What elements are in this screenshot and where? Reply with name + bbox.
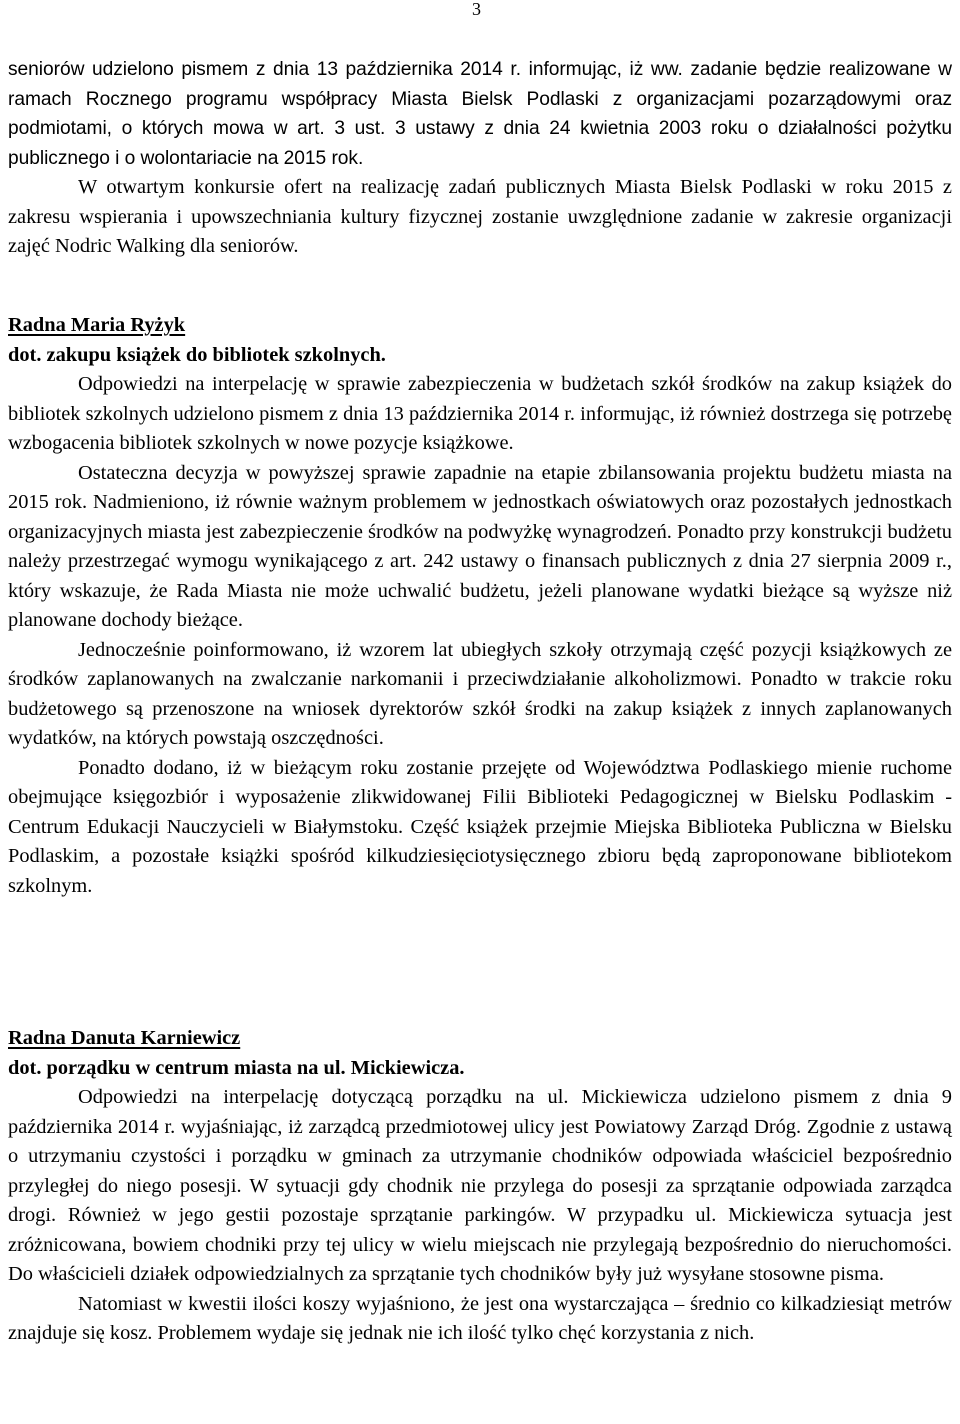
page-number: 3 bbox=[472, 0, 481, 19]
section-paragraph: Natomiast w kwestii ilości koszy wyjaśniono, że jest ona wystarczająca – średnio co kilkadziesiąt metrów znajduje się kosz. Problemem wydaje się jednak nie ich ilość tylko chęć korzystania z nich. bbox=[8, 1292, 952, 1344]
councillor-name: Radna Danuta Karniewicz bbox=[8, 1027, 241, 1049]
interpellation-topic: dot. porządku w centrum miasta na ul. Mickiewicza. bbox=[8, 1056, 465, 1079]
section-maria-ryzyk bbox=[8, 311, 952, 901]
intro-paragraph-1: seniorów udzielono pismem z dnia 13 października 2014 r. informując, iż ww. zadanie będzie realizowane w ramach Rocznego programu współpracy Miasta Bielsk Podlaski z organizacjami pozarządowymi oraz podmiotami, o których mowa w art. 3 ust. 3 ustawy z dnia 24 kwietnia 2003 roku o działalności pożytku publicznego i o wolontariacie na 2015 rok. bbox=[8, 59, 952, 169]
councillor-name: Radna Maria Ryżyk bbox=[8, 314, 186, 336]
section-paragraph: Jednocześnie poinformowano, iż wzorem lat ubiegłych szkoły otrzymają część pozycji książkowych ze środków zaplanowanych na zwalczanie narkomanii i przeciwdziałanie alkoholizmowi. Ponadto w trakcie roku budżetowego są przenoszone na wniosek dyrektorów szkół środki na zakup książek z innych zaplanowanych wydatków, na których powstają oszczędności. bbox=[8, 638, 952, 749]
section-paragraph: Ostateczna decyzja w powyższej sprawie zapadnie na etapie zbilansowania projektu budżetu miasta na 2015 rok. Nadmieniono, iż równie ważnym problemem w jednostkach oświatowych oraz pozostałych jednostkach organizacyjnych miasta jest zabezpieczenie środków na podwyżkę wynagrodzeń. Ponadto przy konstrukcji budżetu należy przestrzegać wymogu wynikającego z art. 242 ustawy o finansach publicznych z dnia 27 sierpnia 2009 r., który wskazuje, że Rada Miasta nie może uchwalić budżetu, jeżeli planowane wydatki bieżące są wyższe niż planowane dochody bieżące. bbox=[8, 461, 952, 631]
intro-block bbox=[8, 55, 952, 262]
section-danuta-karniewicz bbox=[8, 1024, 952, 1349]
interpellation-topic: dot. zakupu książek do bibliotek szkolnych. bbox=[8, 343, 386, 366]
section-paragraph: Odpowiedzi na interpelację w sprawie zabezpieczenia w budżetach szkół środków na zakup książek do bibliotek szkolnych udzielono pismem z dnia 13 października 2014 r. informując, iż również dostrzega się potrzebę wzbogacenia bibliotek szkolnych w nowe pozycje książkowe. bbox=[8, 373, 952, 454]
section-paragraph: Odpowiedzi na interpelację dotyczącą porządku na ul. Mickiewicza udzielono pismem z dnia 9 października 2014 r. wyjaśniając, iż zarządcą przedmiotowej ulicy jest Powiatowy Zarząd Dróg. Zgodnie z ustawą o utrzymaniu czystości i porządku w gminach za utrzymanie chodników odpowiada właściciel bezpośrednio przyległej do niego posesji. W sytuacji gdy chodnik nie przylega do posesji za sprzątanie odpowiada zarządca drogi. Również w jego gestii pozostaje sprzątanie parkingów. W przypadku ul. Mickiewicza sytuacja jest zróżnicowana, bowiem chodniki przy tej ulicy w wielu miejscach nie przylegają bezpośrednio do nieruchomości. Do właścicieli działek odpowiedzialnych za sprzątanie tych chodników były już wysyłane stosowne pisma. bbox=[8, 1086, 952, 1285]
section-paragraph: Ponadto dodano, iż w bieżącym roku zostanie przejęte od Województwa Podlaskiego mienie ruchome obejmujące księgozbiór i wyposażenie zlikwidowanej Filii Biblioteki Pedagogicznej w Bielsku Podlaskim - Centrum Edukacji Nauczycieli w Białymstoku. Część książek przejmie Miejska Biblioteka Publiczna w Bielsku Podlaskim, a pozostałe książki spośród kilkudziesięciotysięcznego zbioru będą zaproponowane bibliotekom szkolnym. bbox=[8, 756, 952, 897]
intro-paragraph-2: W otwartym konkursie ofert na realizację zadań publicznych Miasta Bielsk Podlaski w roku 2015 z zakresu wspierania i upowszechniania kultury fizycznej zostanie uwzględnione zadanie w zakresie organizacji zajęć Nodric Walking dla seniorów. bbox=[8, 176, 952, 257]
